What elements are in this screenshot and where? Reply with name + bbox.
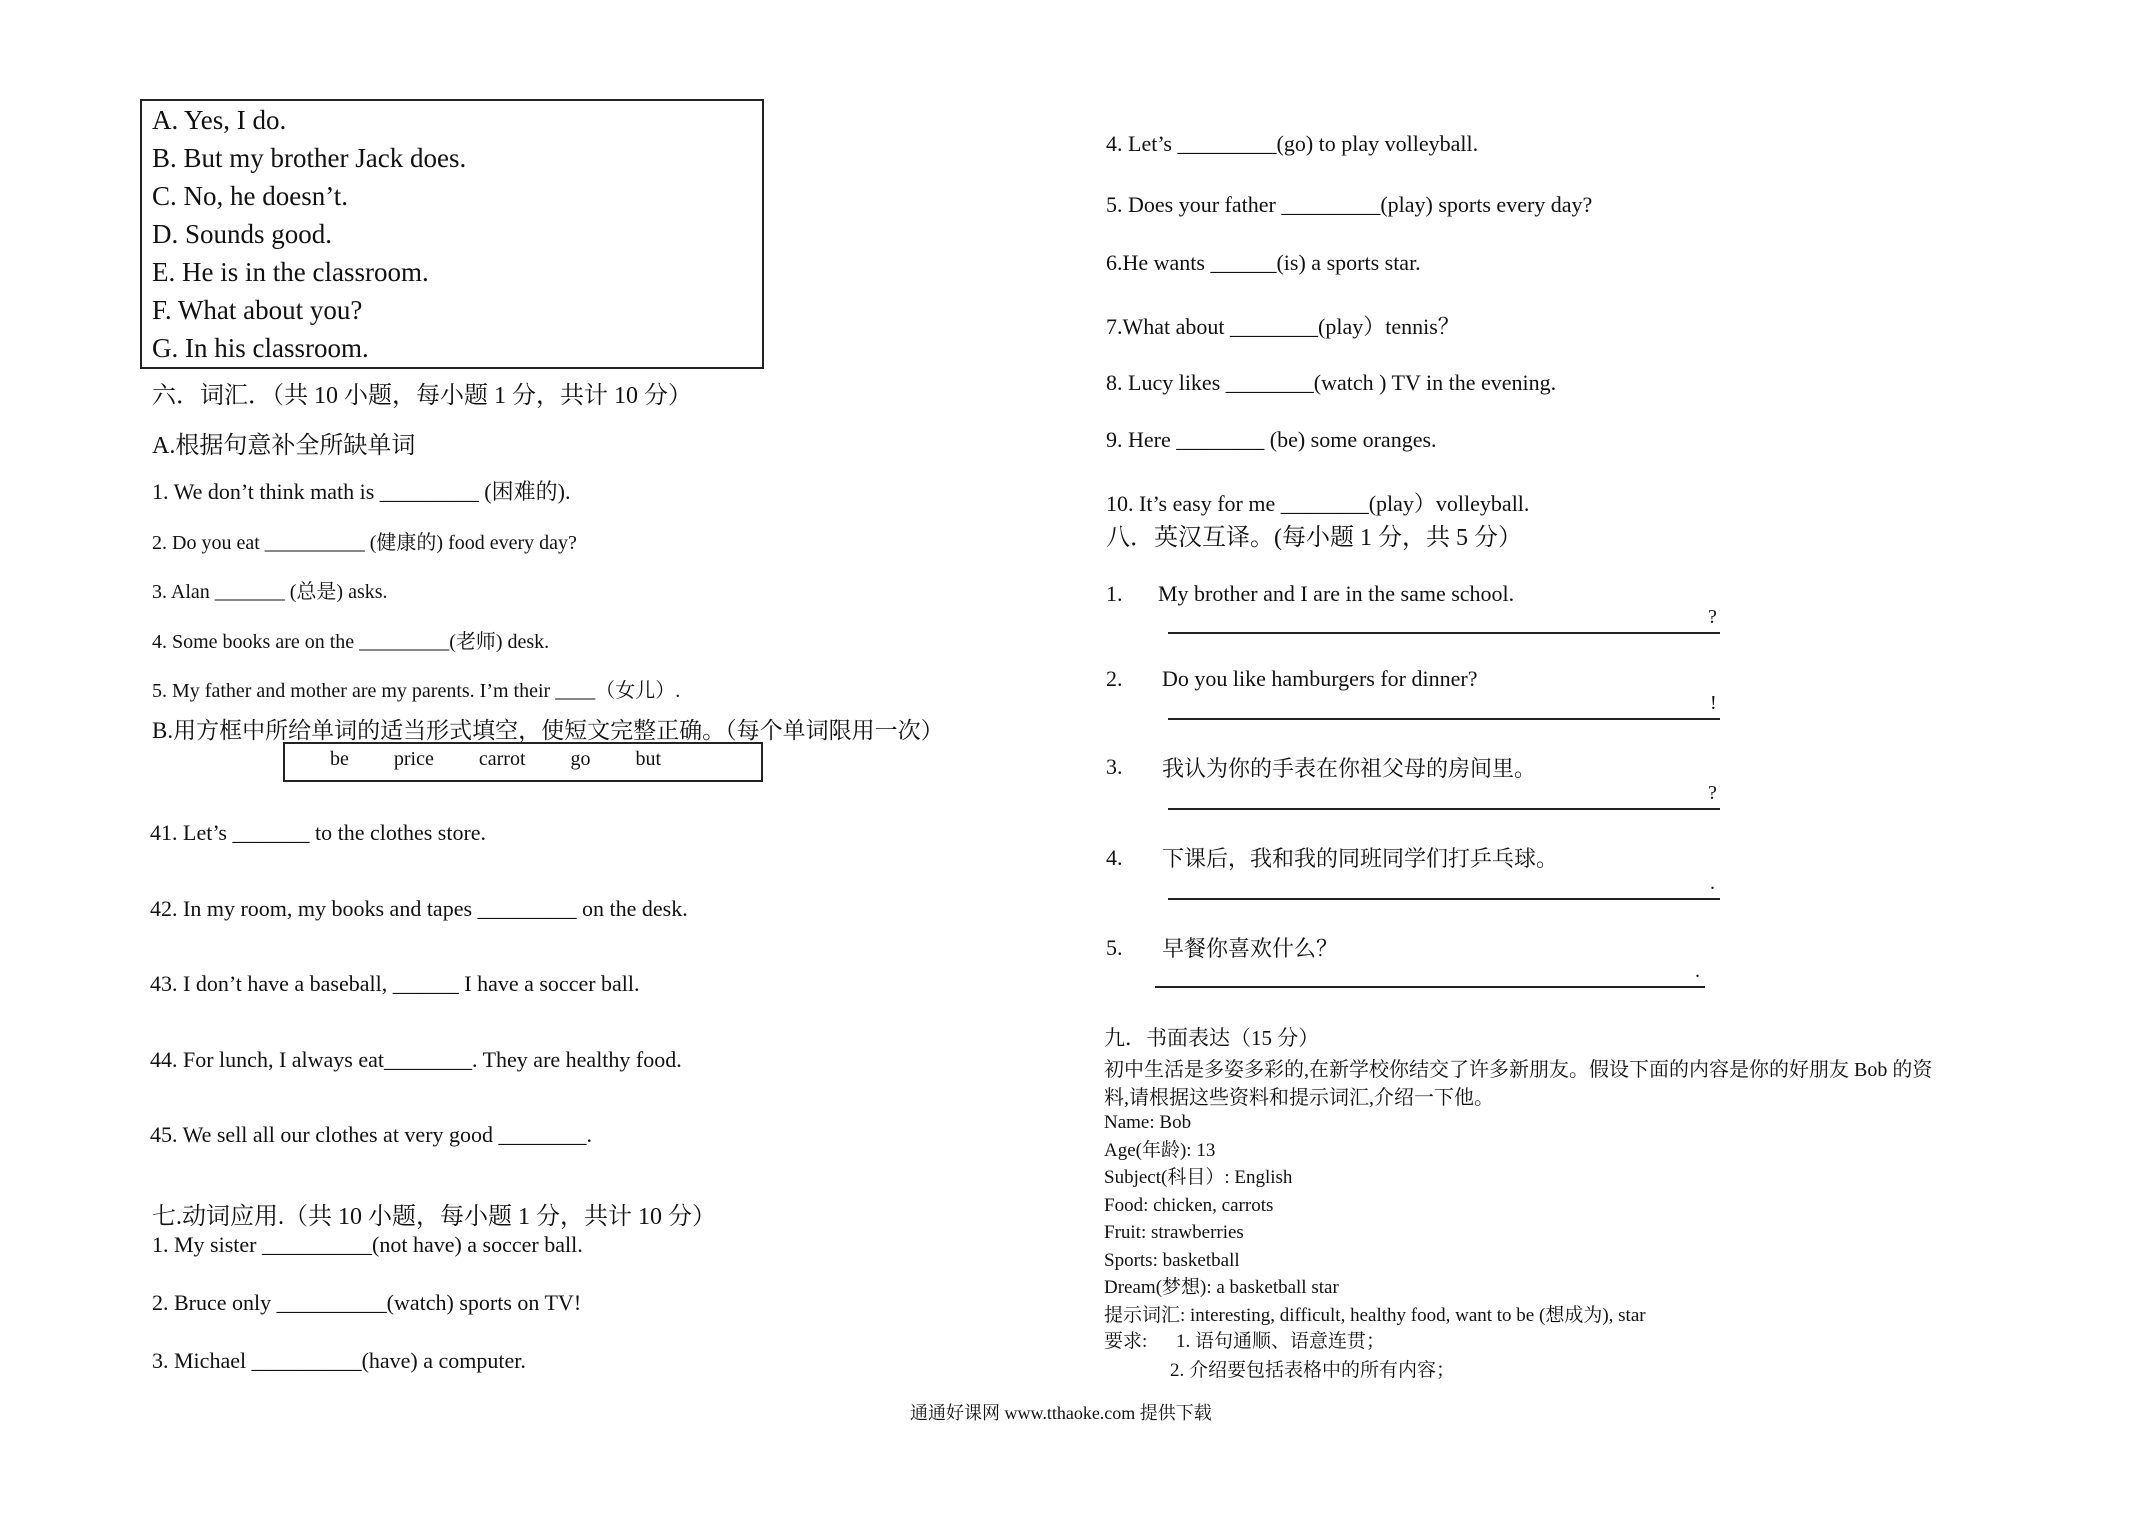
- translate-text-4: 下课后，我和我的同班同学们打乒乓球。: [1162, 846, 1559, 871]
- requirement-1: 1. 语句通顺、语意连贯；: [1176, 1331, 1386, 1352]
- fill-item-44: 44. For lunch, I always eat________. They are healthy food.: [150, 1047, 682, 1072]
- word-price: price: [393, 748, 434, 770]
- answer-options-list: [152, 101, 466, 367]
- translate-num-5: 5.: [1106, 935, 1123, 960]
- vocab-item-5: 5. My father and mother are my parents. I’m their ____（女儿）.: [152, 680, 681, 702]
- section6-partB-title: B.用方框中所给单词的适当形式填空，使短文完整正确。（每个单词限用一次）: [152, 718, 944, 743]
- translate-text-2: Do you like hamburgers for dinner?: [1162, 666, 1478, 691]
- section8-title: 八．英汉互译。(每小题 1 分，共 5 分）: [1106, 525, 1522, 551]
- verb-item-6: 6.He wants ______(is) a sports star.: [1106, 250, 1421, 275]
- verb-item-1: 1. My sister __________(not have) a soccer ball.: [152, 1232, 583, 1257]
- verb-item-2: 2. Bruce only __________(watch) sports on TV!: [152, 1290, 582, 1315]
- profile-list: [1104, 1109, 1646, 1329]
- verb-item-7: 7.What about ________(play）tennis？: [1106, 314, 1460, 339]
- fill-item-41: 41. Let’s _______ to the clothes store.: [150, 820, 487, 845]
- verb-item-5: 5. Does your father _________(play) sports every day?: [1106, 192, 1593, 217]
- answer-line-3: [1168, 808, 1720, 810]
- answer-end-3: ?: [1708, 782, 1717, 804]
- word-box-words: [330, 748, 701, 771]
- option-a: A. Yes, I do.: [152, 105, 287, 135]
- vocab-item-2: 2. Do you eat __________ (健康的) food every day?: [152, 532, 577, 554]
- translate-num-4: 4.: [1106, 845, 1123, 870]
- section6-partA-title: A.根据句意补全所缺单词: [152, 433, 416, 459]
- translate-num-3: 3.: [1106, 754, 1123, 779]
- requirements-label: 要求:: [1104, 1331, 1148, 1352]
- answer-end-1: ?: [1708, 606, 1717, 628]
- option-d: D. Sounds good.: [152, 219, 333, 249]
- word-go: go: [570, 748, 591, 770]
- verb-item-9: 9. Here ________ (be) some oranges.: [1106, 427, 1437, 452]
- answer-line-5: [1155, 986, 1705, 988]
- section9-intro-1: 初中生活是多姿多彩的,在新学校你结交了许多新朋友。假设下面的内容是你的好朋友 Bob 的资: [1104, 1059, 1933, 1081]
- profile-fruit: Fruit: strawberries: [1104, 1222, 1244, 1243]
- vocab-item-1: 1. We don’t think math is _________ (困难的).: [152, 479, 571, 504]
- answer-line-1: [1168, 632, 1720, 634]
- word-be: be: [330, 748, 349, 770]
- vocab-item-3: 3. Alan _______ (总是) asks.: [152, 581, 388, 603]
- profile-name: Name: Bob: [1104, 1112, 1192, 1133]
- profile-subject: Subject(科目）: English: [1104, 1167, 1293, 1188]
- profile-age: Age(年龄): 13: [1104, 1139, 1216, 1161]
- translate-text-1: My brother and I are in the same school.: [1158, 581, 1515, 606]
- answer-line-4: [1168, 898, 1720, 900]
- option-f: F. What about you?: [152, 295, 363, 325]
- fill-item-42: 42. In my room, my books and tapes _________ on the desk.: [150, 896, 688, 921]
- word-but: but: [635, 748, 662, 770]
- word-carrot: carrot: [478, 748, 526, 770]
- option-c: C. No, he doesn’t.: [152, 181, 348, 211]
- section9-intro-2: 料,请根据这些资料和提示词汇,介绍一下他。: [1104, 1087, 1494, 1109]
- answer-end-2: !: [1710, 692, 1717, 714]
- answer-line-2: [1168, 718, 1720, 720]
- answer-end-5: .: [1695, 960, 1700, 982]
- option-e: E. He is in the classroom.: [152, 257, 429, 287]
- fill-item-43: 43. I don’t have a baseball, ______ I have a soccer ball.: [150, 971, 640, 996]
- translate-num-1: 1.: [1106, 581, 1123, 606]
- page-footer: 通通好课网 www.tthaoke.com 提供下载: [910, 1403, 1212, 1423]
- section7-title: 七.动词应用.（共 10 小题，每小题 1 分，共计 10 分）: [152, 1204, 716, 1230]
- vocab-item-4: 4. Some books are on the _________(老师) desk.: [152, 631, 550, 653]
- profile-food: Food: chicken, carrots: [1104, 1194, 1274, 1216]
- translate-text-3: 我认为你的手表在你祖父母的房间里。: [1162, 756, 1537, 781]
- verb-item-4: 4. Let’s _________(go) to play volleyball.: [1106, 131, 1479, 156]
- section9-title: 九．书面表达（15 分）: [1104, 1026, 1320, 1050]
- verb-item-8: 8. Lucy likes ________(watch ) TV in the evening.: [1106, 370, 1557, 395]
- section6-title: 六．词汇．（共 10 小题，每小题 1 分，共计 10 分）: [152, 383, 692, 409]
- hint-words: 提示词汇: interesting, difficult, healthy food, want to be (想成为), star: [1104, 1304, 1646, 1326]
- verb-item-3: 3. Michael __________(have) a computer.: [152, 1348, 526, 1373]
- translate-num-2: 2.: [1106, 666, 1123, 691]
- option-g: G. In his classroom.: [152, 333, 369, 363]
- translate-text-5: 早餐你喜欢什么？: [1162, 936, 1339, 961]
- profile-sports: Sports: basketball: [1104, 1249, 1240, 1271]
- fill-item-45: 45. We sell all our clothes at very good ________.: [150, 1122, 593, 1147]
- requirement-2: 2. 介绍要包括表格中的所有内容；: [1170, 1360, 1456, 1381]
- option-b: B. But my brother Jack does.: [152, 143, 467, 173]
- answer-end-4: .: [1710, 872, 1715, 894]
- verb-item-10: 10. It’s easy for me ________(play）volleyball.: [1106, 491, 1530, 516]
- profile-dream: Dream(梦想): a basketball star: [1104, 1277, 1339, 1298]
